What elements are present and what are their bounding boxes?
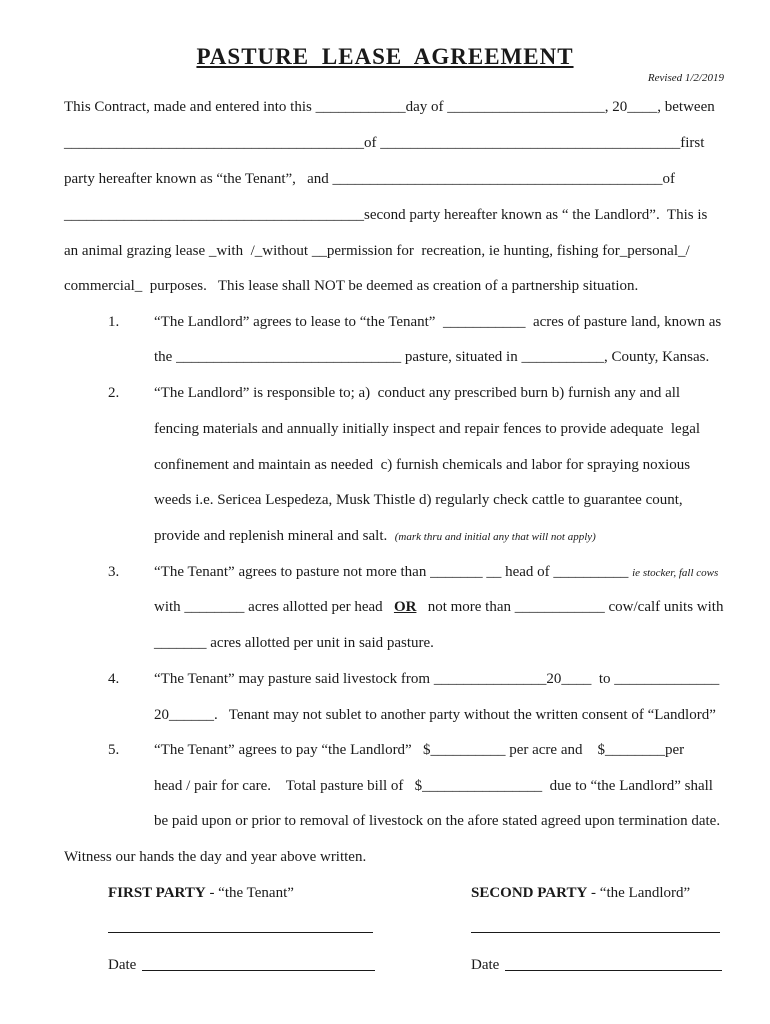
clause-3-line-2b: not more than ____________ cow/calf units with bbox=[427, 599, 724, 615]
clause-3-line-1-text: “The Tenant” agrees to pasture not more than _______ __ head of __________ bbox=[154, 564, 629, 580]
clause-3-number: 3. bbox=[108, 564, 120, 580]
clause-2-line-3: confinement and maintain as needed c) furnish chemicals and labor for spraying noxious bbox=[154, 457, 691, 473]
landlord-date-line[interactable] bbox=[505, 970, 722, 971]
clause-3-line-2a: with ________ acres allotted per head bbox=[154, 599, 383, 615]
first-party-role: - “the Tenant” bbox=[205, 885, 294, 901]
clause-3-line-3: _______ acres allotted per unit in said pasture. bbox=[154, 635, 434, 651]
landlord-signature-line[interactable] bbox=[471, 932, 720, 933]
clause-2-line-5 bbox=[154, 527, 596, 546]
intro-line-2: ________________________________________of ________________________________________first bbox=[64, 135, 705, 151]
landlord-date-label: Date bbox=[471, 957, 500, 973]
tenant-date-line[interactable] bbox=[142, 970, 375, 971]
clause-5-line-1: “The Tenant” agrees to pay “the Landlord” $__________ per acre and $________per bbox=[154, 742, 685, 758]
witness-statement: Witness our hands the day and year above written. bbox=[64, 849, 367, 865]
second-party-label: SECOND PARTY bbox=[471, 885, 588, 901]
clause-1-number: 1. bbox=[108, 314, 120, 330]
clause-5-number: 5. bbox=[108, 742, 120, 758]
clause-4-number: 4. bbox=[108, 671, 120, 687]
second-party-heading bbox=[471, 884, 690, 902]
page-title: PASTURE LEASE AGREEMENT bbox=[196, 44, 574, 69]
revision-date: Revised 1/2/2019 bbox=[647, 72, 724, 84]
intro-line-3: party hereafter known as “the Tenant”, and ____________________________________________of bbox=[64, 171, 676, 187]
intro-line-4: ________________________________________second party hereafter known as “ the Landlord”. This is bbox=[64, 207, 708, 223]
clause-2-line-1: “The Landlord” is responsible to; a) conduct any prescribed burn b) furnish any and all bbox=[154, 385, 681, 401]
intro-line-6: commercial_ purposes. This lease shall NOT be deemed as creation of a partnership situation. bbox=[64, 278, 639, 294]
tenant-signature-line[interactable] bbox=[108, 932, 373, 933]
second-party-role: - “the Landlord” bbox=[587, 885, 691, 901]
clause-4-line-2: 20______. Tenant may not sublet to another party without the written consent of “Landlord” bbox=[154, 707, 716, 723]
clause-1-line-1: “The Landlord” agrees to lease to “the Tenant” ___________ acres of pasture land, known as bbox=[154, 314, 722, 330]
clause-4-line-1: “The Tenant” may pasture said livestock from _______________20____ to ______________ bbox=[154, 671, 720, 687]
clause-2-line-4: weeds i.e. Sericea Lespedeza, Musk Thistle d) regularly check cattle to guarantee count, bbox=[154, 492, 683, 508]
clause-3-line-2 bbox=[154, 598, 723, 616]
clause-2-number: 2. bbox=[108, 385, 120, 401]
intro-line-5: an animal grazing lease _with /_without __permission for recreation, ie hunting, fishing for_personal_/ bbox=[64, 243, 690, 259]
clause-5-line-2: head / pair for care. Total pasture bill of $________________ due to “the Landlord” shall bbox=[154, 778, 713, 794]
first-party-heading bbox=[108, 884, 294, 902]
clause-3-note: ie stocker, fall cows bbox=[632, 567, 719, 579]
clause-3-line-1 bbox=[154, 563, 718, 582]
clause-2-note: (mark thru and initial any that will not apply) bbox=[394, 531, 596, 543]
clause-1-line-2: the ______________________________ pasture, situated in ___________, County, Kansas. bbox=[154, 349, 710, 365]
clause-5-line-3: be paid upon or prior to removal of livestock on the afore stated agreed upon termination date. bbox=[154, 813, 721, 829]
first-party-label: FIRST PARTY bbox=[108, 885, 206, 901]
intro-line-1: This Contract, made and entered into this ____________day of _____________________, 20____, between bbox=[64, 99, 715, 115]
tenant-date-label: Date bbox=[108, 957, 137, 973]
clause-2-line-5-text: provide and replenish mineral and salt. bbox=[154, 528, 388, 544]
or-emphasis: OR bbox=[393, 599, 417, 615]
clause-2-line-2: fencing materials and annually initially inspect and repair fences to provide adequate legal bbox=[154, 421, 701, 437]
